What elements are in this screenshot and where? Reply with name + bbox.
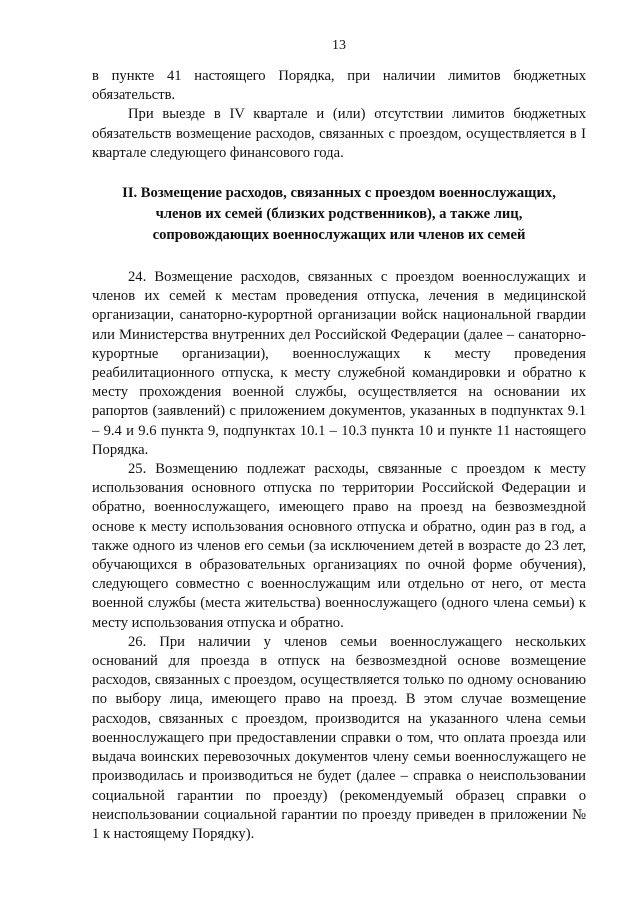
paragraph-continuation: в пункте 41 настоящего Порядка, при наличии лимитов бюджетных обязательств. xyxy=(92,68,586,104)
paragraph-25: 25. Возмещению подлежат расходы, связанные с проездом к месту использования основного отпуска по территории Российской Федерации и обратно, военнослужащего, имеющего право на проезд на безвозмездной основе к месту использования основного отпуска и обратно, один раз в год, а также одного из членов его семьи (за исключением детей в возрасте до 23 лет, обучающихся в образовательных организациях по очной форме обучения), следующего совместно с военнослужащим или отдельно от него, от места военной службы (места жительства) военнослужащего (одного члена семьи) к месту использования отпуска и обратно. xyxy=(92,461,586,631)
page-number: 13 xyxy=(332,38,346,53)
paragraph-q4-note: При выезде в IV квартале и (или) отсутствии лимитов бюджетных обязательств возмещение расходов, связанных с проездом, осуществляется в I квартале следующего финансового года. xyxy=(92,106,586,161)
paragraph-26: 26. При наличии у членов семьи военнослужащего нескольких оснований для проезда в отпуск на безвозмездной основе возмещение расходов, связанных с проездом, осуществляется только по одному основанию по выбору лица, имеющего право на проезд. В этом случае возмещение расходов, связанных с проездом, производится на указанного члена семьи военнослужащего при предоставлении справки о том, что оплата проезда или выдача воинских перевозочных документов члену семьи военнослужащего не производилась и производиться не будет (далее – справка о неиспользовании социальной гарантии по проезду) (рекомендуемый образец справки о неиспользовании социальной гарантии по проезду приведен в приложении № 1 к настоящему Порядку). xyxy=(92,633,586,842)
section-heading-line: членов их семей (близких родственников), а также лиц, xyxy=(155,206,523,223)
section-heading xyxy=(92,183,586,246)
paragraph-24: 24. Возмещение расходов, связанных с проездом военнослужащих и членов их семей к местам проведения отпуска, лечения в медицинской организации, санаторно-курортной организации войск национальной гвардии или Министерства внутренних дел Российской Федерации (далее – санаторно-курортные организации), военнослужащих к месту проведения реабилитационного отпуска, к месту служебной командировки и обратно к месту прохождения военной службы, осуществляется на основании их рапортов (заявлений) с приложением документов, указанных в подпунктах 9.1 – 9.4 и 9.6 пункта 9, подпунктах 10.1 – 10.3 пункта 10 и пункте 11 настоящего Порядка. xyxy=(92,269,586,458)
document-body xyxy=(92,67,586,844)
section-heading-line: сопровождающих военнослужащих или членов их семей xyxy=(152,227,526,244)
section-heading-line: II. Возмещение расходов, связанных с проездом военнослужащих, xyxy=(122,185,556,202)
